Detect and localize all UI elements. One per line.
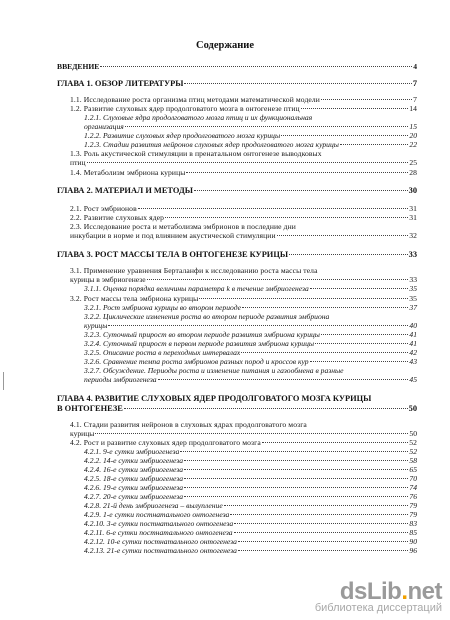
toc-entry — [84, 492, 417, 501]
toc-entry — [57, 186, 417, 195]
toc-page-number: 45 — [409, 375, 417, 384]
toc-page-number: 30 — [408, 186, 417, 195]
toc-page-number: 35 — [409, 294, 417, 303]
toc-entry-text: периоды эмбриогенеза — [84, 375, 157, 384]
toc-page-number: 79 — [409, 510, 417, 519]
toc-entry-text: 4.2.11. 6-е сутки постнатального онтогенеза — [84, 528, 233, 537]
toc-entry-text: курицы в эмбриогенезе — [70, 275, 146, 284]
watermark-logo: dsLib.net — [339, 578, 442, 605]
toc-entry — [84, 474, 417, 483]
toc-page-number: 83 — [409, 519, 417, 528]
toc-entry-text: 2.1. Рост эмбрионов — [70, 204, 137, 213]
toc-entry — [70, 438, 417, 447]
toc-leader-dots — [184, 487, 408, 488]
toc-page-number: 58 — [409, 456, 417, 465]
toc-leader-dots — [238, 550, 408, 551]
toc-entry-text: 3.2.5. Описание роста в переходных интервалах — [84, 348, 241, 357]
toc-leader-dots — [315, 343, 408, 344]
toc-page-number: 42 — [409, 348, 417, 357]
toc-leader-dots — [147, 279, 409, 280]
toc-page-number: 4 — [413, 62, 417, 71]
toc-leader-dots — [87, 162, 409, 163]
toc-entry-text: 1.3. Роль акустической стимуляции в пренатальном онтогенезе выводковых — [70, 149, 322, 158]
toc-page-number: 70 — [409, 474, 417, 483]
toc-entry — [84, 357, 417, 366]
toc-entry — [84, 546, 417, 555]
toc-entry — [84, 537, 417, 546]
toc-entry — [84, 510, 417, 519]
page-edge-mark — [3, 372, 9, 390]
toc-entry-text: 1.2.2. Развитие слуховых ядер продолговатого мозга курицы — [84, 131, 281, 140]
toc-entry-text: 4.2.13. 21-е сутки постнатального онтогенеза — [84, 546, 237, 555]
toc-entry — [84, 321, 417, 330]
toc-entry-text: 4.2.6. 19-е сутки эмбриогенеза — [84, 483, 184, 492]
toc-page-number: 52 — [409, 447, 417, 456]
toc-leader-dots — [224, 505, 409, 506]
toc-entry — [57, 79, 417, 88]
toc-page-number: 50 — [409, 429, 417, 438]
toc-entry — [70, 275, 417, 284]
toc-page-number: 43 — [409, 357, 417, 366]
toc-entry-text: 4.2.5. 18-е сутки эмбриогенеза — [84, 474, 184, 483]
toc-entry — [84, 284, 417, 293]
toc-entry-text: 4.2.10. 3-е сутки постнатального онтогенеза — [84, 519, 234, 528]
toc-entry-text: ГЛАВА 4. РАЗВИТИЕ СЛУХОВЫХ ЯДЕР ПРОДОЛГОВАТОГО МОЗГА КУРИЦЫ — [57, 394, 372, 403]
toc-page-number: 33 — [408, 250, 417, 259]
toc-leader-dots — [310, 288, 409, 289]
toc-leader-dots — [125, 126, 409, 127]
toc-leader-dots — [301, 108, 409, 109]
toc-entry — [84, 528, 417, 537]
toc-leader-dots — [184, 496, 408, 497]
toc-entry-text: 3.2.2. Циклические изменения роста во втором периоде развития эмбриона — [84, 312, 330, 321]
toc-entry-text: 1.2.3. Стадии развития нейронов слуховых ядер продолговатого мозга курицы — [84, 140, 339, 149]
toc-page-number: 33 — [409, 275, 417, 284]
toc-leader-dots — [234, 523, 408, 524]
watermark — [315, 578, 442, 614]
toc-page-number: 7 — [413, 95, 417, 104]
toc-entry-text: 3.2.3. Суточный прирост во втором периоде развития эмбриона курицы — [84, 330, 320, 339]
toc-entry — [70, 213, 417, 222]
toc-leader-dots — [194, 190, 408, 191]
toc-entry-text: инкубации в норме и под влиянием акустической стимуляции — [70, 231, 276, 240]
toc-entry-text: ГЛАВА 2. МАТЕРИАЛ И МЕТОДЫ — [57, 186, 193, 195]
toc-page-number: 31 — [409, 213, 417, 222]
toc-leader-dots — [321, 99, 412, 100]
toc-leader-dots — [158, 379, 409, 380]
toc-entry-text: 4.1. Стадии развития нейронов в слуховых ядрах продолговатого мозга — [70, 420, 307, 429]
toc-entry — [84, 501, 417, 510]
toc-page-number: 37 — [409, 303, 417, 312]
toc-entry-text: 4.2.8. 21-й день эмбриогенеза – вылупление — [84, 501, 223, 510]
toc-page-number: 74 — [409, 483, 417, 492]
toc-entry-text: 1.2. Развитие слуховых ядер продолговатого мозга в онтогенезе птиц — [70, 104, 300, 113]
toc-leader-dots — [238, 541, 408, 542]
toc-leader-dots — [186, 172, 408, 173]
toc-leader-dots — [108, 325, 408, 326]
toc-entry-text: 3.2. Рост массы тела эмбриона курицы — [70, 294, 199, 303]
toc-entry — [84, 465, 417, 474]
toc-leader-dots — [230, 514, 408, 515]
toc-entry — [70, 294, 417, 303]
toc-page-number: 15 — [409, 122, 417, 131]
toc-page-number: 90 — [409, 537, 417, 546]
toc-page-number: 31 — [409, 204, 417, 213]
toc-entry-text: 1.4. Метаболизм эмбриона курицы — [70, 168, 186, 177]
toc-entry-text: В ОНТОГЕНЕЗЕ — [57, 404, 123, 413]
toc-entry — [84, 122, 417, 131]
toc-page-number: 65 — [409, 465, 417, 474]
toc-entry-text: 4.2.4. 16-е сутки эмбриогенеза — [84, 465, 184, 474]
toc-entry-text: 1.1. Исследование роста организма птиц методами математической модели — [70, 95, 320, 104]
toc-leader-dots — [124, 408, 408, 409]
toc-entry-text: ГЛАВА 1. ОБЗОР ЛИТЕРАТУРЫ — [57, 79, 184, 88]
toc-entry — [70, 168, 417, 177]
toc-entry — [57, 250, 417, 259]
toc-entry — [70, 204, 417, 213]
toc-leader-dots — [281, 135, 408, 136]
toc-entry — [84, 456, 417, 465]
toc-entry — [84, 140, 417, 149]
toc-entry-text: 4.2.1. 9-е сутки эмбриогенеза — [84, 447, 180, 456]
toc-entry-text: 3.1. Применение уравнения Берталанфи к исследованию роста массы тела — [70, 266, 318, 275]
toc-entry-text: 4.2.7. 20-е сутки эмбриогенеза — [84, 492, 184, 501]
toc-entry — [70, 420, 417, 429]
toc-leader-dots — [184, 83, 411, 84]
toc-entry — [84, 330, 417, 339]
toc-leader-dots — [199, 298, 408, 299]
toc-page-number: 96 — [409, 546, 417, 555]
toc-entry-text: организация — [84, 122, 124, 131]
toc-leader-dots — [340, 144, 409, 145]
toc-leader-dots — [100, 66, 412, 67]
toc-page-number: 52 — [409, 438, 417, 447]
toc-entry — [84, 375, 417, 384]
toc-entry — [70, 231, 417, 240]
toc-entry — [70, 222, 417, 231]
toc-entry — [84, 366, 417, 375]
toc-leader-dots — [277, 235, 409, 236]
toc-entry — [84, 339, 417, 348]
toc-entry — [70, 158, 417, 167]
toc-page-number: 76 — [409, 492, 417, 501]
toc-leader-dots — [310, 361, 409, 362]
toc-page-number: 50 — [408, 404, 417, 413]
toc-page-number: 32 — [409, 231, 417, 240]
toc-entry — [84, 303, 417, 312]
toc-leader-dots — [241, 352, 408, 353]
page-title: Содержание — [196, 40, 254, 51]
toc-entry-text: 2.3. Исследование роста и метаболизма эмбрионов в последние дни — [70, 222, 296, 231]
toc-entry-text: 1.2.1. Слуховые ядра продолговатого мозга птиц и их функциональная — [84, 113, 313, 122]
toc-entry — [84, 519, 417, 528]
toc-entry-text: 4.2.12. 10-е сутки постнатального онтогенеза — [84, 537, 237, 546]
toc-entry — [57, 394, 417, 403]
toc-page-number: 35 — [409, 284, 417, 293]
toc-entry — [57, 62, 417, 71]
toc-page-number: 25 — [409, 158, 417, 167]
toc-leader-dots — [138, 208, 408, 209]
toc-leader-dots — [262, 442, 408, 443]
toc-leader-dots — [321, 334, 408, 335]
toc-leader-dots — [180, 451, 408, 452]
toc-leader-dots — [165, 217, 408, 218]
toc-entry-text: 3.2.6. Сравнение темпа роста эмбрионов разных пород и кроссов кур — [84, 357, 309, 366]
toc-page-number: 28 — [409, 168, 417, 177]
toc-entry — [70, 95, 417, 104]
toc-entry-text: 3.2.7. Обсуждение. Периоды роста и изменение питания и газообмена в разные — [84, 366, 344, 375]
toc-entry — [70, 266, 417, 275]
toc-entry — [84, 113, 417, 122]
toc-entry — [84, 483, 417, 492]
toc-leader-dots — [184, 469, 408, 470]
watermark-subtitle: библиотека диссертаций — [314, 602, 442, 614]
toc-leader-dots — [234, 532, 409, 533]
toc-leader-dots — [242, 307, 408, 308]
toc-entry-text: 2.2. Развитие слуховых ядер — [70, 213, 165, 222]
toc-entry-text: ВВЕДЕНИЕ — [57, 62, 100, 71]
toc-page-number: 20 — [409, 131, 417, 140]
toc-leader-dots — [184, 460, 408, 461]
toc-entry-text: курицы — [70, 429, 95, 438]
toc-entry-text: ГЛАВА 3. РОСТ МАССЫ ТЕЛА В ОНТОГЕНЕЗЕ КУРИЦЫ — [57, 250, 289, 259]
toc-entry-text: птиц — [70, 158, 86, 167]
toc-entry-text: 3.2.1. Рост эмбриона курицы во втором периоде — [84, 303, 242, 312]
toc-entry — [70, 149, 417, 158]
toc-leader-dots — [95, 433, 408, 434]
toc-page-number: 85 — [409, 528, 417, 537]
toc-page-number: 40 — [409, 321, 417, 330]
toc-entry-text: 4.2.2. 14-е сутки эмбриогенеза — [84, 456, 184, 465]
toc-entry — [84, 312, 417, 321]
toc-entry-text: 4.2.9. 1-е сутки постнатального онтогенеза — [84, 510, 230, 519]
toc-leader-dots — [184, 478, 408, 479]
toc-entry-text: 4.2. Рост и развитие слуховых ядер продолговатого мозга — [70, 438, 261, 447]
toc-entry — [84, 348, 417, 357]
toc-entry-text: 3.2.4. Суточный прирост в первом периоде развития эмбриона курицы — [84, 339, 315, 348]
toc-entry — [84, 131, 417, 140]
toc-entry — [57, 404, 417, 413]
toc-page-number: 79 — [409, 501, 417, 510]
toc-entry-text: курицы — [84, 321, 108, 330]
toc-page-number: 14 — [409, 104, 417, 113]
toc-page-number: 7 — [412, 79, 417, 88]
toc-page-number: 22 — [409, 140, 417, 149]
toc-entry-text: 3.1.1. Оценка порядка величины параметра k в течение эмбриогенеза — [84, 284, 309, 293]
toc-leader-dots — [289, 254, 408, 255]
toc-page-number: 41 — [409, 330, 417, 339]
toc-entry — [70, 429, 417, 438]
toc-entry — [84, 447, 417, 456]
toc-entry — [70, 104, 417, 113]
toc-page-number: 41 — [409, 339, 417, 348]
